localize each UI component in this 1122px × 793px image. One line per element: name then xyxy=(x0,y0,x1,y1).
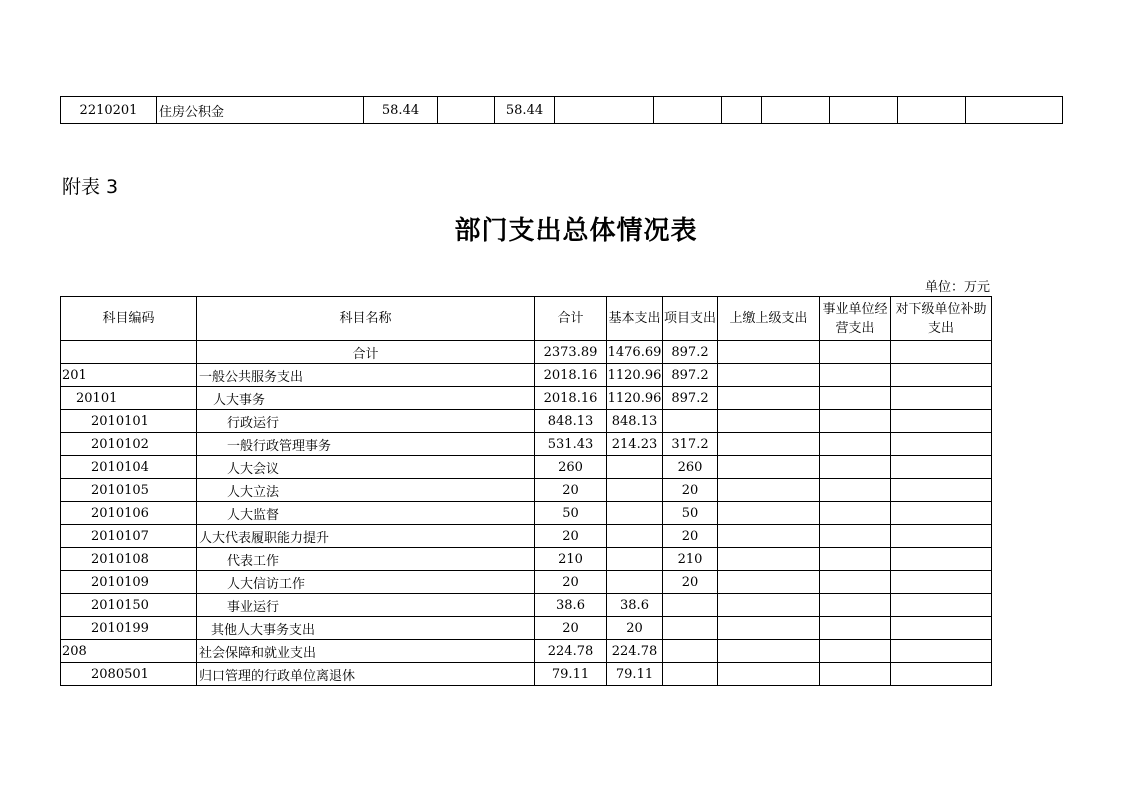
cell-empty xyxy=(891,364,992,387)
cell-code xyxy=(61,341,197,364)
header-basic: 基本支出 xyxy=(607,297,663,341)
cell-empty xyxy=(762,97,830,124)
cell-name: 合计 xyxy=(197,341,535,364)
cell-project xyxy=(663,663,718,686)
appendix-label: 附表 3 xyxy=(62,176,119,198)
cell-project: 897.2 xyxy=(663,387,718,410)
cell-basic xyxy=(607,571,663,594)
table-header-row xyxy=(61,297,992,341)
cell-total: 2018.16 xyxy=(535,387,607,410)
table-row xyxy=(61,548,992,571)
cell-name: 人大会议 xyxy=(197,456,535,479)
cell-empty xyxy=(891,594,992,617)
table-row xyxy=(61,502,992,525)
cell-name: 代表工作 xyxy=(197,548,535,571)
cell-project: 897.2 xyxy=(663,364,718,387)
cell-empty xyxy=(718,410,820,433)
cell-empty xyxy=(820,571,891,594)
cell-basic xyxy=(607,525,663,548)
cell-total: 20 xyxy=(535,571,607,594)
cell-empty xyxy=(891,617,992,640)
page-title: 部门支出总体情况表 xyxy=(454,216,698,246)
cell-empty xyxy=(966,97,1063,124)
cell-code: 2010106 xyxy=(61,502,197,525)
cell-total: 260 xyxy=(535,456,607,479)
cell-empty xyxy=(718,663,820,686)
cell-code: 2010102 xyxy=(61,433,197,456)
cell-name: 人大代表履职能力提升 xyxy=(197,525,535,548)
cell-name: 人大信访工作 xyxy=(197,571,535,594)
table-row xyxy=(61,571,992,594)
cell-name: 事业运行 xyxy=(197,594,535,617)
previous-table-fragment xyxy=(60,96,1063,124)
cell-empty xyxy=(718,640,820,663)
unit-label: 单位：万元 xyxy=(924,280,990,295)
cell-empty xyxy=(718,548,820,571)
cell-project: 20 xyxy=(663,571,718,594)
cell-empty xyxy=(820,548,891,571)
cell-total: 531.43 xyxy=(535,433,607,456)
cell-code: 2010199 xyxy=(61,617,197,640)
cell-basic: 79.11 xyxy=(607,663,663,686)
cell-empty xyxy=(891,502,992,525)
cell-name: 行政运行 xyxy=(197,410,535,433)
header-upper: 上缴上级支出 xyxy=(718,297,820,341)
cell-code: 2010105 xyxy=(61,479,197,502)
cell-empty xyxy=(555,97,654,124)
cell-basic xyxy=(607,479,663,502)
table-row xyxy=(61,663,992,686)
cell-basic: 1120.96 xyxy=(607,364,663,387)
cell-name: 一般行政管理事务 xyxy=(197,433,535,456)
cell-code: 2210201 xyxy=(61,97,157,124)
cell-code: 2010109 xyxy=(61,571,197,594)
cell-empty xyxy=(820,617,891,640)
cell-empty xyxy=(820,525,891,548)
cell-project: 260 xyxy=(663,456,718,479)
table-row xyxy=(61,640,992,663)
cell-empty xyxy=(820,433,891,456)
cell-code: 2010104 xyxy=(61,456,197,479)
cell-project xyxy=(663,617,718,640)
cell-name: 住房公积金 xyxy=(157,97,364,124)
cell-basic: 224.78 xyxy=(607,640,663,663)
cell-code: 2010101 xyxy=(61,410,197,433)
cell-empty xyxy=(891,640,992,663)
cell-empty xyxy=(891,663,992,686)
cell-code: 20101 xyxy=(61,387,197,410)
cell-name: 一般公共服务支出 xyxy=(197,364,535,387)
cell-project xyxy=(663,410,718,433)
table-row xyxy=(61,387,992,410)
cell-name: 其他人大事务支出 xyxy=(197,617,535,640)
cell-empty xyxy=(891,571,992,594)
cell-total: 20 xyxy=(535,617,607,640)
cell-empty xyxy=(891,433,992,456)
cell-code: 2010107 xyxy=(61,525,197,548)
cell-code: 2080501 xyxy=(61,663,197,686)
cell-empty xyxy=(718,341,820,364)
cell-project: 317.2 xyxy=(663,433,718,456)
cell-project xyxy=(663,640,718,663)
header-name: 科目名称 xyxy=(197,297,535,341)
cell-basic: 38.6 xyxy=(607,594,663,617)
table-row xyxy=(61,364,992,387)
cell-total: 20 xyxy=(535,525,607,548)
table-row xyxy=(61,617,992,640)
cell-basic: 1120.96 xyxy=(607,387,663,410)
cell-empty xyxy=(718,387,820,410)
cell-code: 2010150 xyxy=(61,594,197,617)
cell-project: 20 xyxy=(663,479,718,502)
cell-empty xyxy=(820,364,891,387)
table-row xyxy=(61,456,992,479)
cell-empty xyxy=(820,663,891,686)
cell-basic xyxy=(607,548,663,571)
cell-name: 人大事务 xyxy=(197,387,535,410)
header-subsidy: 对下级单位补助支出 xyxy=(891,297,992,341)
cell-project xyxy=(663,594,718,617)
cell-total: 38.6 xyxy=(535,594,607,617)
cell-project: 50 xyxy=(663,502,718,525)
cell-empty xyxy=(820,456,891,479)
table-row xyxy=(61,479,992,502)
cell-empty xyxy=(718,525,820,548)
cell-empty xyxy=(830,97,898,124)
cell-empty xyxy=(891,479,992,502)
cell-empty xyxy=(820,387,891,410)
table-row xyxy=(61,97,1063,124)
cell-empty xyxy=(820,410,891,433)
cell-code: 201 xyxy=(61,364,197,387)
header-project: 项目支出 xyxy=(663,297,718,341)
cell-empty xyxy=(438,97,495,124)
cell-total: 848.13 xyxy=(535,410,607,433)
cell-empty xyxy=(891,548,992,571)
expenditure-table xyxy=(60,296,992,686)
header-total: 合计 xyxy=(535,297,607,341)
cell-empty xyxy=(891,341,992,364)
table-row xyxy=(61,594,992,617)
cell-empty xyxy=(722,97,762,124)
cell-name: 人大监督 xyxy=(197,502,535,525)
cell-total: 2018.16 xyxy=(535,364,607,387)
cell-value: 58.44 xyxy=(495,97,555,124)
cell-empty xyxy=(891,410,992,433)
cell-total: 58.44 xyxy=(364,97,438,124)
cell-empty xyxy=(898,97,966,124)
cell-basic: 1476.69 xyxy=(607,341,663,364)
cell-project: 897.2 xyxy=(663,341,718,364)
cell-total: 20 xyxy=(535,479,607,502)
cell-name: 归口管理的行政单位离退休 xyxy=(197,663,535,686)
cell-basic: 214.23 xyxy=(607,433,663,456)
cell-code: 2010108 xyxy=(61,548,197,571)
cell-empty xyxy=(820,341,891,364)
header-business: 事业单位经营支出 xyxy=(820,297,891,341)
cell-empty xyxy=(718,364,820,387)
cell-project: 210 xyxy=(663,548,718,571)
table-row xyxy=(61,410,992,433)
cell-empty xyxy=(718,479,820,502)
cell-total: 224.78 xyxy=(535,640,607,663)
cell-empty xyxy=(654,97,722,124)
cell-total: 2373.89 xyxy=(535,341,607,364)
table-row xyxy=(61,433,992,456)
cell-empty xyxy=(718,571,820,594)
table-row xyxy=(61,341,992,364)
cell-basic: 20 xyxy=(607,617,663,640)
cell-empty xyxy=(718,617,820,640)
cell-code: 208 xyxy=(61,640,197,663)
cell-empty xyxy=(718,502,820,525)
header-code: 科目编码 xyxy=(61,297,197,341)
cell-empty xyxy=(718,456,820,479)
cell-empty xyxy=(891,525,992,548)
cell-total: 210 xyxy=(535,548,607,571)
cell-empty xyxy=(820,502,891,525)
cell-empty xyxy=(820,594,891,617)
cell-empty xyxy=(820,640,891,663)
cell-empty xyxy=(891,456,992,479)
cell-project: 20 xyxy=(663,525,718,548)
cell-basic xyxy=(607,502,663,525)
cell-empty xyxy=(891,387,992,410)
cell-empty xyxy=(718,433,820,456)
cell-empty xyxy=(820,479,891,502)
cell-basic xyxy=(607,456,663,479)
cell-total: 50 xyxy=(535,502,607,525)
cell-name: 人大立法 xyxy=(197,479,535,502)
cell-total: 79.11 xyxy=(535,663,607,686)
cell-empty xyxy=(718,594,820,617)
cell-name: 社会保障和就业支出 xyxy=(197,640,535,663)
cell-basic: 848.13 xyxy=(607,410,663,433)
table-row xyxy=(61,525,992,548)
